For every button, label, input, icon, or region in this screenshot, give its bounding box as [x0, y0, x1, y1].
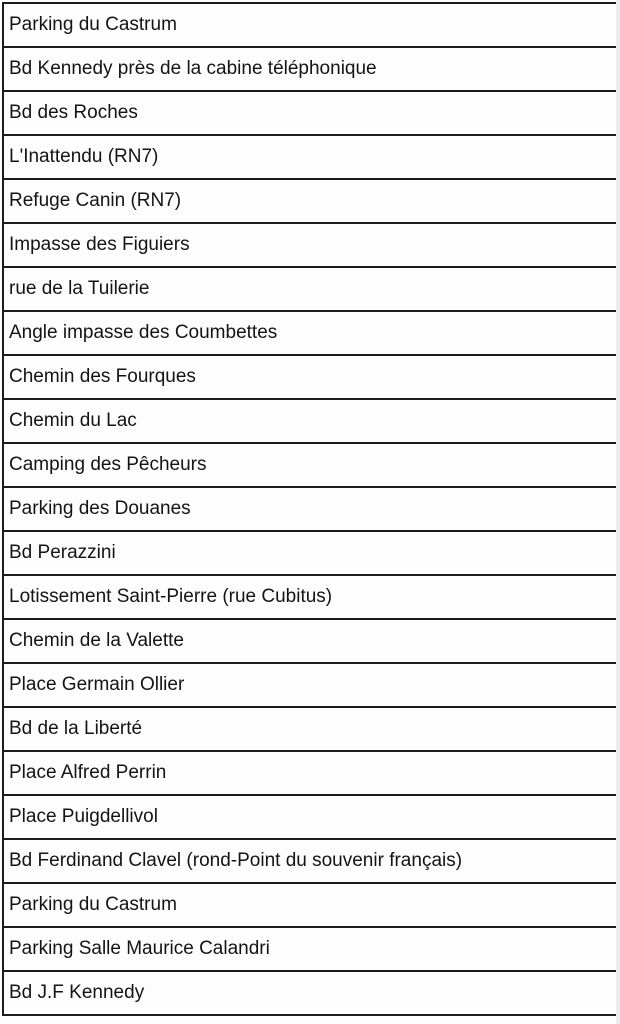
table-row: Place Alfred Perrin [4, 752, 617, 796]
table-row: L'Inattendu (RN7) [4, 136, 617, 180]
table-row: Bd Perazzini [4, 532, 617, 576]
table-row: Impasse des Figuiers [4, 224, 617, 268]
table-row: Chemin des Fourques [4, 356, 617, 400]
table-row: Chemin de la Valette [4, 620, 617, 664]
table-row: Place Germain Ollier [4, 664, 617, 708]
page-edge [616, 0, 620, 1024]
table-row: Refuge Canin (RN7) [4, 180, 617, 224]
table-row: Angle impasse des Coumbettes [4, 312, 617, 356]
table-row: Parking du Castrum [4, 4, 617, 48]
table-row: Chemin du Lac [4, 400, 617, 444]
table-row: Parking du Castrum [4, 884, 617, 928]
table-row: Parking des Douanes [4, 488, 617, 532]
table-row: Bd des Roches [4, 92, 617, 136]
table-row: Bd J.F Kennedy [4, 972, 617, 1016]
table-row: Bd Kennedy près de la cabine téléphonique [4, 48, 617, 92]
table-row: Place Puigdellivol [4, 796, 617, 840]
table-row: rue de la Tuilerie [4, 268, 617, 312]
address-table [2, 2, 619, 1016]
table-row: Lotissement Saint-Pierre (rue Cubitus) [4, 576, 617, 620]
table-row: Bd Ferdinand Clavel (rond-Point du souvenir français) [4, 840, 617, 884]
table-row: Bd de la Liberté [4, 708, 617, 752]
table-row: Camping des Pêcheurs [4, 444, 617, 488]
table-row: Parking Salle Maurice Calandri [4, 928, 617, 972]
